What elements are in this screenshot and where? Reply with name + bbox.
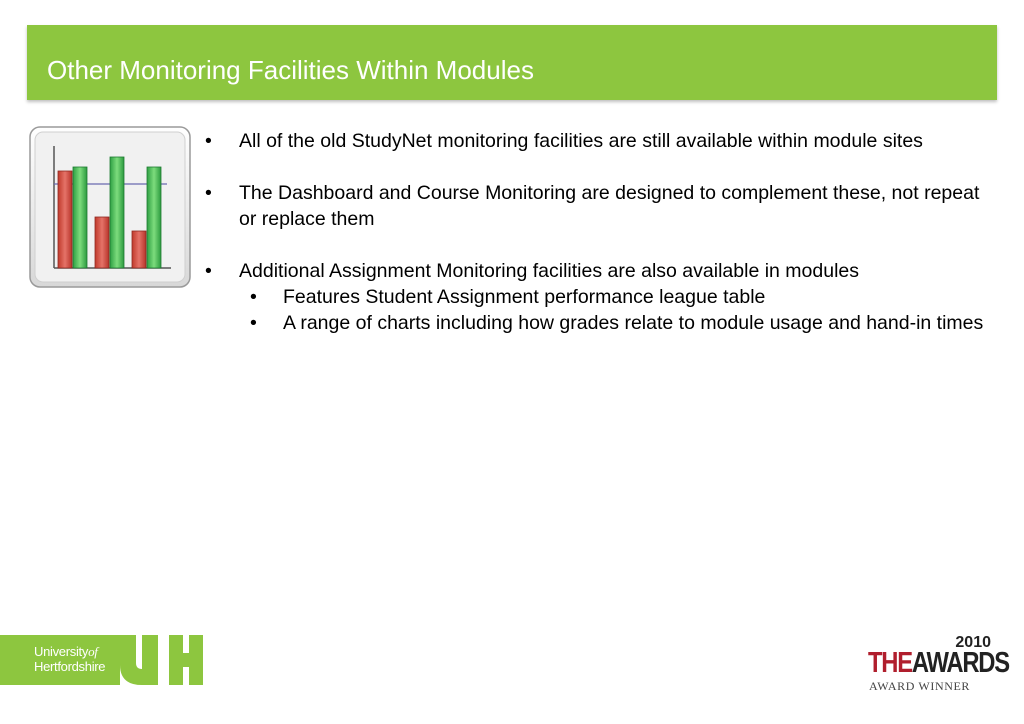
university-logo: [0, 635, 205, 685]
awards-year: 2010: [955, 634, 991, 651]
chart-icon-bar: [73, 167, 87, 268]
bullet-item: [205, 180, 985, 232]
bullet-text: The Dashboard and Course Monitoring are designed to complement these, not repeat or replace them: [239, 182, 980, 230]
sub-bullet-item: [250, 284, 985, 310]
sub-bullet-item: [250, 310, 985, 336]
chart-icon-bar: [110, 157, 124, 268]
chart-icon-bar: [132, 231, 146, 268]
bullet-item: [205, 128, 985, 154]
chart-icon-bar: [147, 167, 161, 268]
bar-chart-icon: [29, 126, 191, 288]
bullet-dot: •: [250, 312, 257, 334]
awards-logo: [866, 634, 1009, 695]
university-name: Universityof Hertfordshire: [34, 644, 106, 674]
uh-mark-icon: [115, 635, 205, 685]
bullet-dot: •: [205, 130, 212, 152]
award-winner-label: AWARD WINNER: [869, 679, 971, 693]
bullet-text: All of the old StudyNet monitoring facilities are still available within module sites: [239, 130, 923, 152]
slide-title: Other Monitoring Facilities Within Modules: [47, 55, 534, 85]
bullet-item: [205, 258, 985, 284]
bullet-text: Additional Assignment Monitoring facilities are also available in modules: [239, 260, 860, 282]
chart-icon-bar: [95, 217, 109, 268]
chart-icon-bar: [58, 171, 72, 268]
bullet-dot: •: [250, 286, 257, 308]
title-bar: [27, 25, 997, 100]
bullet-text: Features Student Assignment performance league table: [283, 286, 766, 308]
bullet-text: A range of charts including how grades relate to module usage and hand-in times: [283, 312, 984, 334]
bullet-dot: •: [205, 182, 212, 204]
bullet-list: [205, 128, 985, 336]
bullet-dot: •: [205, 260, 212, 282]
awards-title: THEAWARDS: [868, 647, 1009, 679]
